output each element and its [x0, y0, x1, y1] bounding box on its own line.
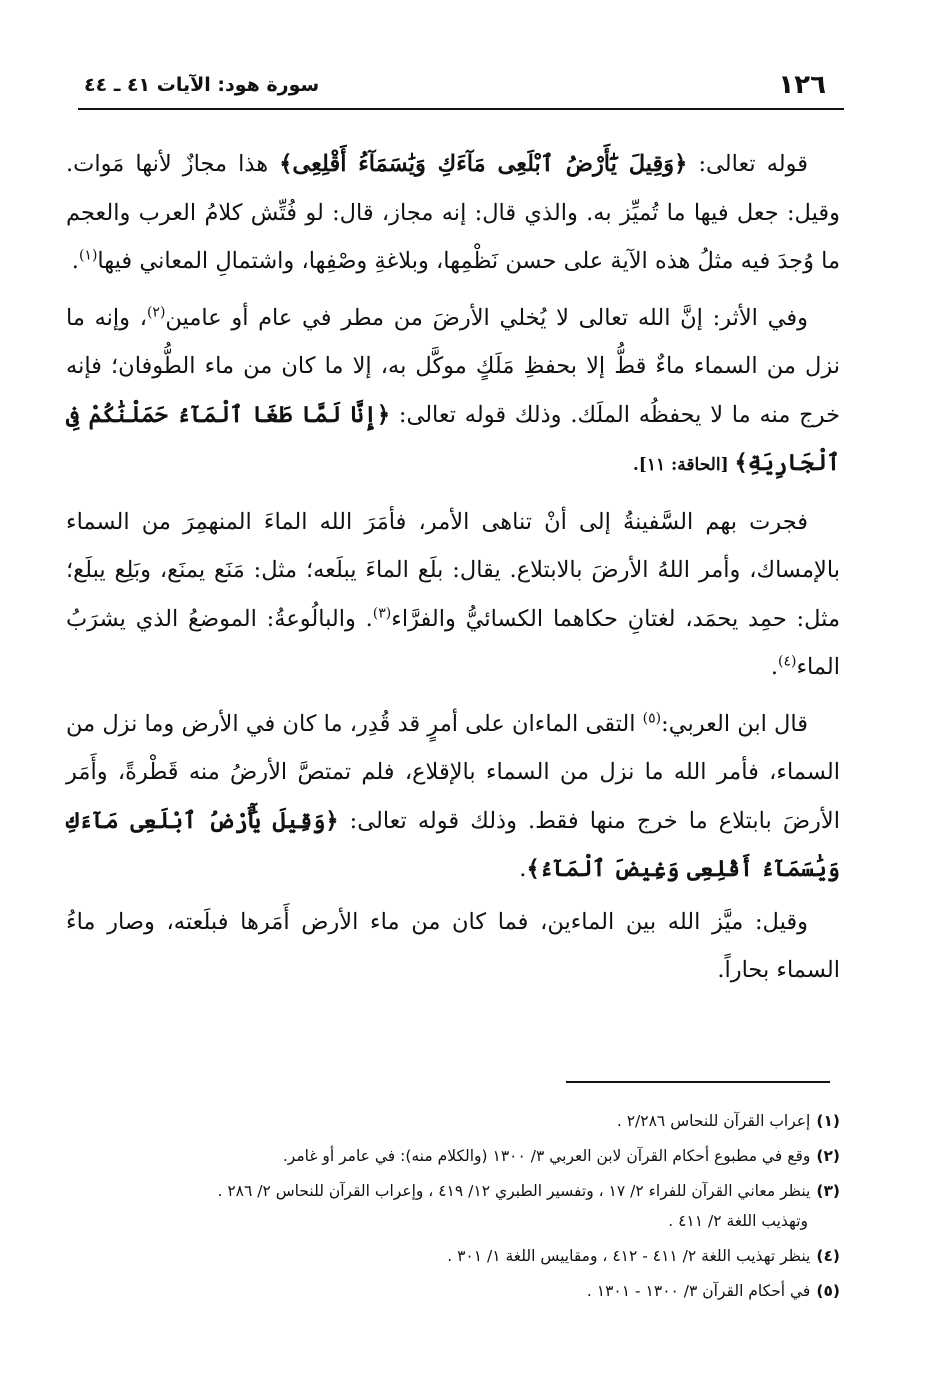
paragraph-1-text-a: قوله تعالى:: [687, 151, 808, 177]
paragraph-4-text-c: .: [519, 856, 527, 882]
paragraph-2-text-a: وفي الأثر: إنَّ الله تعالى لا يُخلي الأرضَ من مطر في عام أو عامين: [165, 304, 808, 331]
paragraph-1-text-c: .: [71, 248, 79, 274]
footnote-marker-2: (٢): [146, 304, 166, 320]
footnote-2: [56, 1141, 840, 1171]
main-text: [66, 140, 840, 1003]
footnote-marker-4: (٤): [777, 653, 797, 670]
footnote-4: [56, 1241, 840, 1271]
paragraph-2: [66, 294, 840, 490]
footnote-marker-3: (٣): [372, 605, 392, 621]
verse-reference: [الحاقة: ١١].: [632, 455, 735, 475]
footnote-separator: [566, 1081, 830, 1083]
page-number: ١٢٦: [778, 70, 826, 100]
paragraph-3-text-b: . والبالُوعةُ: الموضعُ الذي يشرَبُ الماء: [66, 605, 840, 680]
footnote-number: (٣): [816, 1182, 840, 1200]
paragraph-3-text-c: .: [770, 654, 778, 680]
paragraph-4-text-b: التقى الماءان على أمرٍ قد قُدِر، ما كان في الأرض وما نزل من السماء، فأمر الله ما نزل من السماء بالإقلاع، فلم تمتصَّ الأرضُ منه قَطْرةً، وأَمَر الأرضَ بابتلاع ما خرج منها فقط. وذلك قوله تعالى:: [66, 710, 840, 834]
paragraph-1: [66, 140, 840, 286]
paragraph-3: [66, 498, 840, 692]
footnote-marker-5: (٥): [642, 710, 662, 726]
footnote-text: في أحكام القرآن ٣/ ١٣٠٠ - ١٣٠١ .: [586, 1282, 811, 1300]
paragraph-2-text-b: ، وإنه ما نزل من السماء ماءٌ قطُّ إلا بحفظِ مَلَكٍ موكَّل به، إلا ما كان من ماء الطُّوفان؛ فإنه خرج منه ما لا يحفظُه الملَك. وذلك قوله تعالى:: [66, 304, 840, 428]
page-header: [78, 68, 844, 110]
footnote-text: وقع في مطبوع أحكام القرآن لابن العربي ٣/ ١٣٠٠ (والكلام منه): في عامر أو غامر.: [282, 1147, 811, 1165]
quran-verse-2: ﴿إِنَّا لَمَّا طَغَا ٱلْمَآءُ حَمَلْنَٰكُمْ فِى ٱلْجَارِيَةِ﴾: [66, 401, 840, 476]
footnote-text: إعراب القرآن للنحاس ٢/٢٨٦ .: [616, 1112, 811, 1130]
paragraph-1-text-b: هذا مجازٌ لأنها مَوات. وقيل: جعل فيها ما تُميِّز به. والذي قال: إنه مجاز، قال: لو فُتِّش كلامُ العرب والعجم ما وُجدَ فيه مثلُ هذه الآية على حسن نَظْمِها، وبلاغةِ وصْفِها، واشتمالِ المعاني فيها: [66, 151, 840, 274]
running-title: سورة هود: الآيات ٤١ ـ ٤٤: [84, 74, 320, 96]
footnote-3: [56, 1176, 840, 1236]
quran-verse-1: ﴿وَقِيلَ يَٰٓأَرْضُ ٱبْلَعِى مَآءَكِ وَيَٰسَمَآءُ أَقْلِعِى﴾: [279, 151, 688, 177]
footnote-number: (٥): [816, 1282, 840, 1300]
paragraph-3-text-a: فجرت بهم السَّفينةُ إلى أنْ تناهى الأمر، فأمَرَ الله الماءَ المنهمِرَ من السماء بالإمساك، وأمر اللهُ الأرضَ بالابتلاع. يقال: بلَع الماءَ يبلَعه؛ مثل: مَنَع يمنَع، وبَلِع يبلَع؛ مثل: حمِد يحمَد، لغتانِ حكاهما الكسائيُّ والفرَّاء: [66, 508, 840, 632]
footnote-number: (٤): [816, 1247, 840, 1265]
paragraph-4: [66, 700, 840, 894]
paragraph-4-text-a: قال ابن العربي:: [661, 710, 808, 737]
footnote-number: (٢): [816, 1147, 840, 1165]
footnote-continuation: وتهذيب اللغة ٢/ ٤١١ .: [668, 1212, 808, 1230]
paragraph-5: [66, 898, 840, 995]
footnote-marker-1: (١): [78, 247, 98, 264]
footnotes: [56, 1106, 840, 1311]
footnote-number: (١): [816, 1112, 840, 1130]
footnote-text: ينظر تهذيب اللغة ٢/ ٤١١ - ٤١٢ ، ومقاييس اللغة ١/ ٣٠١ .: [447, 1247, 811, 1265]
quran-verse-3: ﴿وَقِيلَ يَٰٓأَرْضُ ٱبْلَعِى مَآءَكِ وَيَٰسَمَآءُ أَقْلِعِى وَغِيضَ ٱلْمَآءُ﴾: [66, 807, 840, 882]
footnote-5: [56, 1276, 840, 1306]
footnote-text: ينظر معاني القرآن للفراء ٢/ ١٧ ، وتفسير الطبري ١٢/ ٤١٩ ، وإعراب القرآن للنحاس ٢/ ٢٨٦ .: [217, 1182, 811, 1200]
paragraph-5-text: وقيل: ميَّز الله بين الماءين، فما كان من ماء الأرض أَمَرها فبلَعته، وصار ماءُ السماء بحاراً.: [66, 908, 840, 983]
footnote-1: [56, 1106, 840, 1136]
